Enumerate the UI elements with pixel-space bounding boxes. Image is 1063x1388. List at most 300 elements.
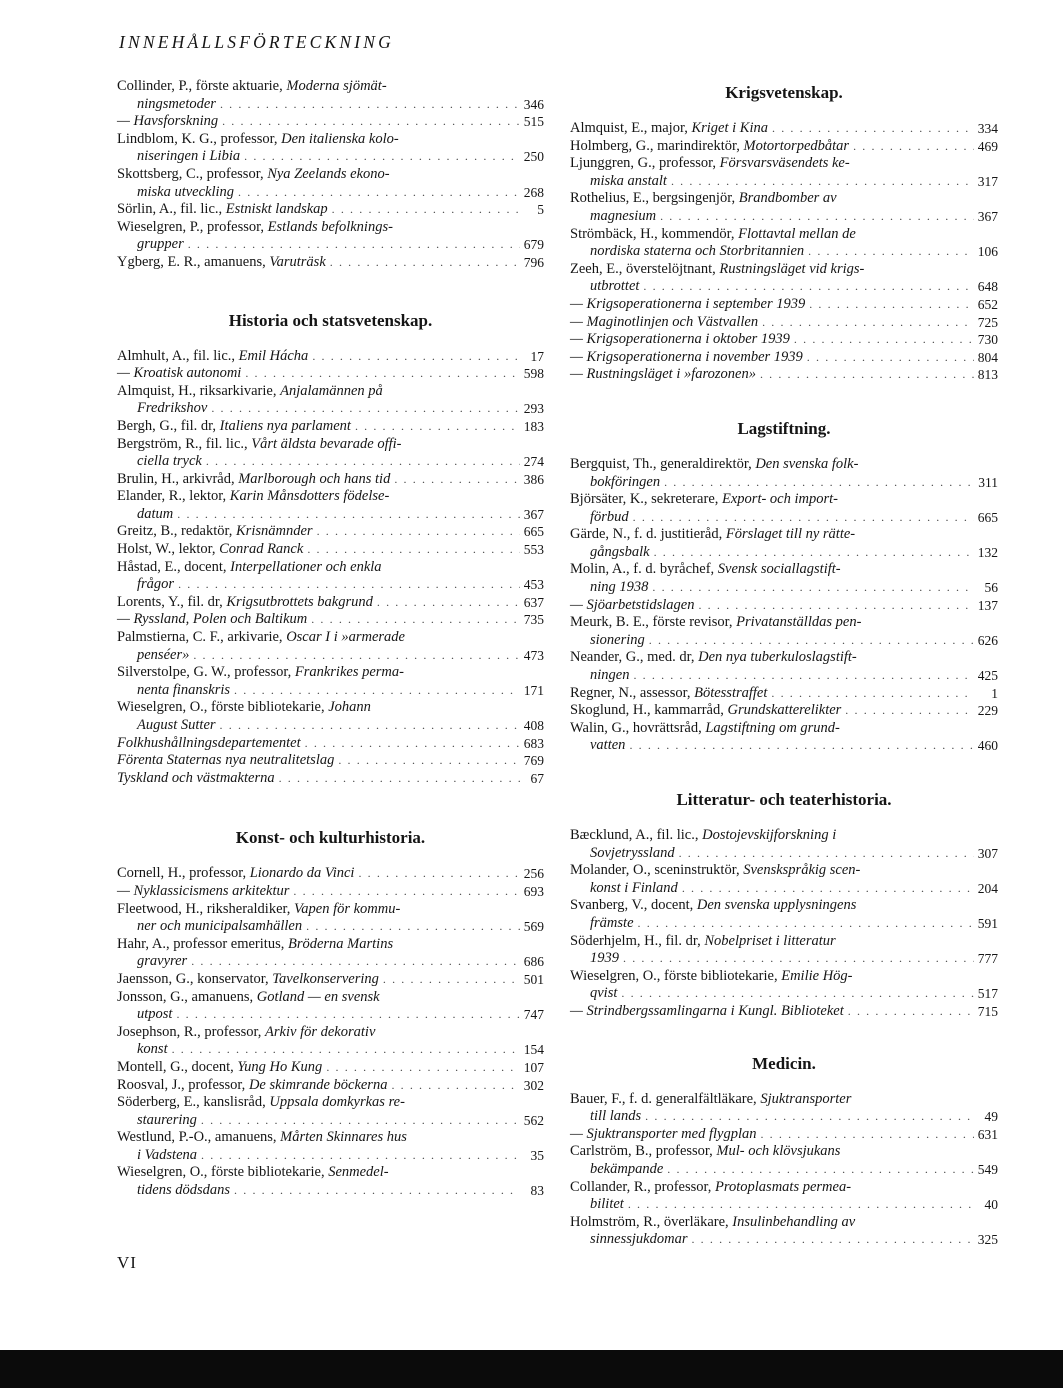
index-entry — [570, 138, 998, 156]
page-ref: 325 — [977, 1232, 998, 1248]
entry-last-line — [570, 667, 998, 685]
article-title: Motortorpedbåtar — [743, 137, 850, 154]
entry-last-line — [570, 845, 998, 863]
entry-first-line — [117, 936, 544, 954]
article-title: — Ryssland, Polen och Baltikum — [117, 611, 308, 628]
index-entry — [117, 365, 544, 383]
index-entry — [570, 456, 998, 491]
index-entry — [117, 1059, 544, 1077]
index-entry — [570, 561, 998, 596]
article-title-start: Uppsala domkyrkas re- — [269, 1094, 405, 1111]
article-title-start: Brandbomber av — [738, 190, 837, 207]
entry-title — [590, 474, 660, 492]
page-ref: 132 — [977, 544, 998, 560]
entry-first-line — [570, 827, 998, 845]
article-title: tidens dödsdans — [137, 1182, 231, 1199]
author-credit: Walin, G., hovrättsråd, — [570, 719, 706, 736]
dot-leader — [654, 544, 974, 562]
article-title-start: Den nya tuberkuloslagstift- — [698, 649, 857, 666]
entry-last-line — [570, 138, 998, 156]
entry-first-line — [117, 1094, 544, 1112]
article-title-start: Mårten Skinnares hus — [280, 1129, 407, 1146]
entry-first-line — [117, 629, 544, 647]
article-title-start: Protoplasmats permea- — [715, 1178, 852, 1195]
entry-last-line — [117, 541, 544, 559]
entry-title — [590, 737, 625, 755]
section-heading: Medicin. — [752, 1053, 816, 1073]
article-title-start: Den italienska kolo- — [281, 130, 399, 147]
entry-last-line — [117, 184, 544, 202]
index-entry — [570, 597, 998, 615]
index-entry — [117, 436, 544, 471]
entry-last-line — [570, 702, 998, 720]
author-credit: Wieselgren, O., förste bibliotekarie, — [117, 1164, 329, 1181]
page-ref: 1 — [991, 685, 998, 701]
entry-first-line — [570, 897, 998, 915]
article-title: niseringen i Libia — [137, 148, 241, 165]
author-credit: Molander, O., sceninstruktör, — [570, 862, 744, 879]
article-title-start: Frankrikes perma- — [294, 664, 404, 681]
article-title: Krisnämnder — [236, 523, 313, 540]
dot-leader — [771, 685, 974, 703]
entry-last-line — [117, 865, 544, 883]
dot-leader — [312, 348, 520, 366]
dot-leader — [848, 1003, 974, 1021]
entry-first-line — [570, 261, 998, 279]
article-title-start: Svenskspråkig scen- — [743, 862, 861, 879]
page-ref: 631 — [977, 1126, 998, 1142]
page-ref: 268 — [523, 184, 544, 200]
page-ref: 334 — [977, 121, 998, 136]
article-title-start: Nobelpriset i litteratur — [704, 932, 836, 949]
dot-leader — [682, 880, 974, 898]
dot-leader — [762, 314, 974, 332]
author-credit: Westlund, P.-O., amanuens, — [117, 1129, 281, 1146]
index-entry — [117, 348, 544, 366]
page-ref: 637 — [523, 594, 544, 610]
page-ref: 408 — [523, 718, 544, 733]
article-title-start: Försvarsväsendets ke- — [719, 155, 850, 172]
page-ref: 35 — [530, 1147, 544, 1163]
dot-leader — [772, 120, 974, 138]
entry-title — [590, 845, 675, 863]
dot-leader — [845, 702, 973, 720]
article-title-start: Karin Månsdotters födelse- — [229, 488, 390, 505]
entry-title — [137, 682, 230, 700]
dot-leader — [332, 201, 520, 219]
index-entry — [570, 1214, 998, 1249]
index-entry — [570, 296, 998, 314]
right-column — [570, 82, 998, 1249]
entry-title — [570, 120, 768, 138]
entry-title — [137, 576, 174, 594]
page-ref: 796 — [523, 254, 544, 270]
author-credit: Cornell, H., professor, — [117, 865, 250, 882]
article-title: utbrottet — [590, 278, 640, 295]
article-title: miska utveckling — [137, 183, 235, 200]
entry-first-line — [570, 649, 998, 667]
index-entry — [117, 254, 544, 272]
author-credit: Silverstolpe, G. W., professor, — [117, 664, 295, 681]
dot-leader — [188, 236, 520, 254]
author-credit: Jonsson, G., amanuens, — [117, 988, 257, 1005]
entry-title — [570, 314, 758, 332]
entry-last-line — [117, 148, 544, 166]
entry-title — [590, 579, 648, 597]
article-title: — Krigsoperationerna i oktober 1939 — [570, 331, 790, 348]
entry-last-line — [117, 1147, 544, 1165]
author-credit: Lindblom, K. G., professor, — [117, 130, 282, 147]
entry-first-line — [570, 155, 998, 173]
dot-leader — [330, 254, 520, 272]
article-title-start: Privatanställdas pen- — [736, 614, 862, 631]
entry-first-line — [570, 1179, 998, 1197]
entry-first-line — [570, 491, 998, 509]
entry-title — [137, 918, 302, 936]
entry-last-line — [117, 471, 544, 489]
entry-first-line — [117, 488, 544, 506]
page-ref: 665 — [523, 524, 544, 540]
index-entry — [117, 699, 544, 734]
index-section — [117, 310, 544, 788]
author-credit: Strömbäck, H., kommendör, — [570, 225, 739, 242]
entry-title — [137, 453, 202, 471]
index-entry — [117, 383, 544, 418]
author-credit: Carlström, B., professor, — [570, 1143, 717, 1160]
entry-last-line — [570, 544, 998, 562]
dot-leader — [234, 1182, 520, 1200]
dot-leader — [691, 1231, 973, 1249]
entry-last-line — [117, 113, 544, 131]
dot-leader — [220, 96, 520, 114]
entry-title — [590, 915, 634, 933]
page-ref: 229 — [977, 703, 998, 719]
index-entry — [117, 936, 544, 971]
page-ref: 256 — [523, 866, 544, 882]
entry-title — [137, 1041, 168, 1059]
dot-leader — [293, 883, 519, 901]
entry-last-line — [117, 594, 544, 612]
article-title-start: Export- och import- — [722, 491, 838, 508]
index-entry — [117, 594, 544, 612]
index-section — [570, 82, 998, 384]
index-entry — [570, 261, 998, 296]
entry-last-line — [117, 236, 544, 254]
entry-first-line — [570, 456, 998, 474]
index-entry — [570, 685, 998, 703]
section-heading: Historia och statsvetenskap. — [228, 310, 433, 330]
dot-leader — [306, 918, 520, 936]
article-title: frågor — [137, 576, 175, 593]
index-entry — [117, 219, 544, 254]
page-ref: 517 — [977, 986, 998, 1002]
article-title-start: Oscar I i »armerade — [286, 629, 405, 646]
author-credit: Fleetwood, H., riksheraldiker, — [117, 900, 295, 917]
index-entry — [570, 190, 998, 225]
entry-title — [137, 148, 240, 166]
entry-last-line — [570, 278, 998, 296]
entry-last-line — [570, 349, 998, 367]
author-credit: Greitz, B., redaktör, — [117, 523, 237, 540]
author-credit: Jaensson, G., konservator, — [117, 970, 273, 987]
article-title: qvist — [590, 985, 618, 1002]
dot-leader — [377, 594, 520, 612]
dot-leader — [809, 296, 974, 314]
article-title: sionering — [590, 631, 645, 648]
article-title-start: Johann — [328, 699, 371, 716]
page-ref: 49 — [984, 1109, 998, 1125]
page-ref: 204 — [977, 880, 998, 896]
entry-first-line — [570, 561, 998, 579]
entry-last-line — [570, 1003, 998, 1021]
index-entry — [117, 629, 544, 664]
article-title-start: Insulinbehandling av — [732, 1213, 856, 1230]
index-entry — [117, 166, 544, 201]
entry-title — [117, 254, 326, 272]
page-ref: 274 — [523, 454, 544, 470]
index-entry — [117, 541, 544, 559]
dot-leader — [176, 1006, 519, 1024]
author-credit: Holmström, R., överläkare, — [570, 1213, 733, 1230]
entry-title — [590, 544, 650, 562]
index-entry — [117, 752, 544, 770]
article-title-start: Svensk sociallagstift- — [717, 561, 841, 578]
entry-last-line — [117, 576, 544, 594]
entry-first-line — [570, 614, 998, 632]
entry-first-line — [570, 190, 998, 208]
scan-edge — [0, 1350, 1063, 1388]
left-column — [117, 78, 544, 1200]
page-ref: 553 — [523, 542, 544, 558]
entry-title — [117, 883, 289, 901]
article-title: ner och municipalsamhällen — [137, 918, 303, 935]
index-entry — [570, 331, 998, 349]
index-entry — [117, 611, 544, 629]
dot-leader — [660, 208, 974, 226]
entry-first-line — [117, 664, 544, 682]
entry-title — [590, 985, 617, 1003]
article-title: Italiens nya parlament — [219, 417, 351, 434]
article-title-start: Anjalamännen på — [280, 382, 383, 399]
dot-leader — [355, 418, 520, 436]
entry-last-line — [570, 120, 998, 138]
entry-last-line — [570, 915, 998, 933]
page-ref: 549 — [977, 1161, 998, 1177]
author-credit: Wieselgren, O., förste bibliotekarie, — [117, 699, 329, 716]
entry-first-line — [117, 1129, 544, 1147]
dot-leader — [201, 1112, 520, 1130]
index-entry — [117, 1024, 544, 1059]
index-entry — [570, 862, 998, 897]
dot-leader — [338, 752, 519, 770]
article-title: Tavelkonservering — [272, 970, 379, 987]
article-title: Yung Ho Kung — [237, 1058, 323, 1075]
index-entry — [117, 865, 544, 883]
author-credit: Svanberg, V., docent, — [570, 897, 697, 914]
article-title-start: Nya Zeelands ekono- — [267, 165, 390, 182]
article-title: gångsbalk — [590, 543, 650, 560]
entry-title — [117, 541, 303, 559]
entry-title — [570, 1003, 844, 1021]
article-title: grupper — [137, 236, 184, 253]
article-title: — Krigsoperationerna i september 1939 — [570, 295, 806, 312]
page-ref: 725 — [977, 314, 998, 330]
entry-last-line — [570, 296, 998, 314]
index-entry — [570, 526, 998, 561]
page-ref: 107 — [523, 1059, 544, 1075]
dot-leader — [621, 985, 973, 1003]
entry-title — [137, 96, 216, 114]
page-ref: 469 — [977, 138, 998, 154]
author-credit: Björsäter, K., sekreterare, — [570, 491, 723, 508]
entry-first-line — [117, 219, 544, 237]
article-title: Emil Hácha — [238, 347, 309, 364]
article-title: — Maginotlinjen och Västvallen — [570, 313, 759, 330]
dot-leader — [317, 523, 520, 541]
entry-title — [117, 201, 328, 219]
entry-title — [590, 1161, 663, 1179]
article-title: ningen — [590, 667, 630, 684]
article-title: bokföringen — [590, 473, 661, 490]
page-ref: 735 — [523, 612, 544, 628]
index-entry — [570, 933, 998, 968]
entry-title — [137, 236, 184, 254]
article-title: — Sjuktransporter med flygplan — [570, 1125, 757, 1142]
entry-title — [590, 880, 678, 898]
article-title: nenta finanskris — [137, 681, 231, 698]
entry-first-line — [117, 166, 544, 184]
entry-last-line — [570, 1126, 998, 1144]
dot-leader — [307, 541, 519, 559]
index-entry — [117, 113, 544, 131]
entry-first-line — [117, 1024, 544, 1042]
entry-last-line — [117, 365, 544, 383]
index-entry — [117, 1077, 544, 1095]
author-credit: Skottsberg, C., professor, — [117, 165, 268, 182]
index-entry — [570, 1179, 998, 1214]
author-credit: Bergström, R., fil. lic., — [117, 435, 252, 452]
index-entry — [117, 471, 544, 489]
entry-title — [137, 717, 216, 735]
article-title: främste — [590, 914, 634, 931]
page-ref: 317 — [977, 173, 998, 189]
author-credit: Sörlin, A., fil. lic., — [117, 201, 226, 218]
index-entry — [570, 827, 998, 862]
page-ref: 473 — [523, 647, 544, 663]
entry-first-line — [117, 699, 544, 717]
dot-leader — [193, 647, 519, 665]
entry-last-line — [570, 1231, 998, 1249]
article-title: till lands — [590, 1108, 642, 1125]
article-title: ningsmetoder — [137, 95, 216, 112]
page-ref: 626 — [977, 632, 998, 648]
entry-title — [590, 208, 656, 226]
index-entry — [117, 971, 544, 989]
entry-title — [590, 667, 629, 685]
entry-last-line — [117, 201, 544, 219]
entry-first-line — [570, 226, 998, 244]
article-title-start: Moderna sjömät- — [286, 78, 387, 94]
page-ref: 346 — [523, 96, 544, 112]
article-title: — Krigsoperationerna i november 1939 — [570, 348, 803, 365]
dot-leader — [671, 173, 974, 191]
index-entry — [570, 1091, 998, 1126]
index-entry — [570, 720, 998, 755]
dot-leader — [358, 865, 519, 883]
author-credit: Neander, G., med. dr, — [570, 649, 699, 666]
index-section — [117, 827, 544, 1199]
dot-leader — [177, 506, 520, 524]
page-ref: 652 — [977, 296, 998, 312]
article-title: Folkhushållningsdepartementet — [117, 734, 301, 751]
page-ref: 460 — [977, 738, 998, 754]
article-title: vatten — [590, 737, 626, 754]
article-title-start: Bröderna Martins — [287, 935, 394, 952]
page-ref: 665 — [977, 509, 998, 525]
entry-first-line — [570, 862, 998, 880]
page-ref: 17 — [530, 348, 544, 364]
entry-last-line — [117, 883, 544, 901]
page-ref: 250 — [523, 149, 544, 165]
page-ref: 769 — [523, 753, 544, 769]
entry-last-line — [570, 366, 998, 384]
dot-leader — [311, 611, 520, 629]
entry-title — [117, 594, 373, 612]
article-title: Krigsutbrottets bakgrund — [226, 593, 373, 610]
author-credit: Hahr, A., professor emeritus, — [117, 935, 288, 952]
entry-first-line — [570, 526, 998, 544]
entry-first-line — [117, 989, 544, 1007]
article-title: magnesium — [590, 207, 657, 224]
page-ref: 56 — [984, 580, 998, 596]
entry-title — [117, 113, 218, 131]
entry-title — [570, 1126, 756, 1144]
author-credit: Håstad, E., docent, — [117, 558, 231, 575]
author-credit: Lorents, Y., fil. dr, — [117, 593, 227, 610]
page-ref: 598 — [523, 366, 544, 382]
article-title: datum — [137, 505, 174, 522]
entry-last-line — [570, 597, 998, 615]
page-ref: 307 — [977, 845, 998, 861]
dot-leader — [238, 184, 520, 202]
article-title: förbud — [590, 508, 629, 525]
index-entry — [570, 968, 998, 1003]
author-credit: Gärde, N., f. d. justitieråd, — [570, 526, 726, 543]
article-title: Marlborough och hans tid — [238, 470, 391, 487]
dot-leader — [664, 474, 974, 492]
dot-leader — [326, 1059, 519, 1077]
index-entry — [570, 614, 998, 649]
article-title: Sovjetryssland — [590, 844, 675, 861]
page-ref: 648 — [977, 279, 998, 295]
page-ref: 386 — [523, 471, 544, 487]
article-title: Grundskatterelikter — [727, 702, 842, 719]
article-title-start: Gotland — en svensk — [256, 988, 380, 1005]
author-credit: Almhult, A., fil. lic., — [117, 347, 239, 364]
author-credit: Wieselgren, O., förste bibliotekarie, — [570, 967, 782, 984]
article-title: Förenta Staternas nya neutralitetslag — [117, 752, 335, 769]
author-credit: Holst, W., lektor, — [117, 541, 220, 558]
author-credit: Molin, A., f. d. byråchef, — [570, 561, 718, 578]
dot-leader — [222, 113, 520, 131]
page-ref: 302 — [523, 1077, 544, 1093]
entry-last-line — [117, 647, 544, 665]
dot-leader — [643, 278, 973, 296]
entry-title — [137, 506, 173, 524]
entry-title — [570, 597, 694, 615]
index-entry — [117, 418, 544, 436]
article-title: ciella tryck — [137, 453, 202, 470]
